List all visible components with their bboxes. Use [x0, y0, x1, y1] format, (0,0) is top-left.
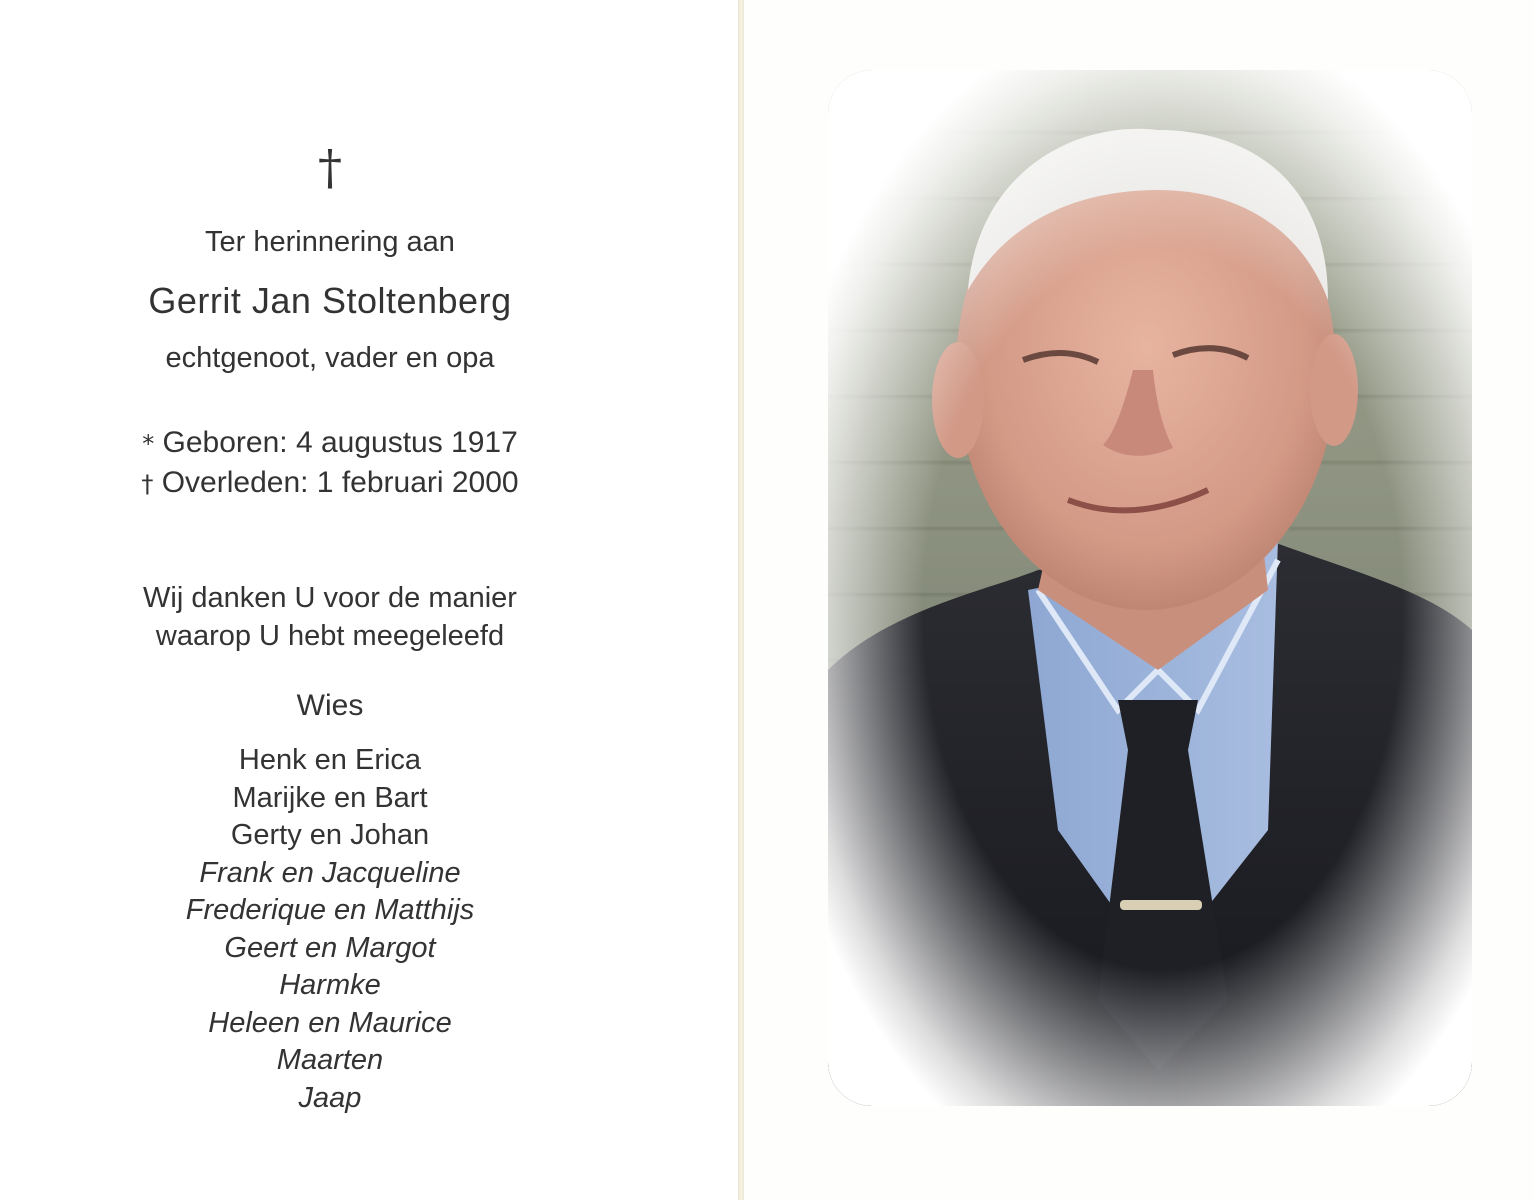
list-item: Henk en Erica	[238, 744, 422, 776]
portrait-photo-icon	[828, 70, 1472, 1106]
list-item: Frederique en Matthijs	[185, 894, 475, 926]
list-item: Geert en Margot	[224, 931, 436, 964]
thanks-line-1: Wij danken U voor de manier	[143, 582, 517, 614]
asterisk-icon: *	[142, 430, 155, 458]
dagger-icon: †	[141, 470, 154, 498]
memorial-card-text-panel	[0, 0, 740, 1200]
list-item: Harmke	[279, 969, 381, 1001]
family-list	[0, 742, 660, 1117]
cross-icon: †	[318, 140, 342, 196]
birth-date-line	[0, 426, 660, 460]
role-text: echtgenoot, vader en opa	[165, 342, 495, 374]
thanks-line-2: waarop U hebt meegeleefd	[155, 620, 505, 652]
birth-date: Geboren: 4 augustus 1917	[162, 426, 518, 459]
death-date-line	[0, 466, 660, 500]
death-date: Overleden: 1 februari 2000	[161, 466, 519, 499]
deceased-name: Gerrit Jan Stoltenberg	[148, 280, 512, 321]
photo-vignette	[828, 70, 1472, 1106]
list-item: Heleen en Maurice	[208, 1006, 452, 1039]
list-item: Jaap	[298, 1081, 362, 1114]
list-item: Frank en Jacqueline	[199, 856, 461, 889]
list-item: Gerty en Johan	[230, 819, 430, 851]
intro-text: Ter herinnering aan	[205, 226, 455, 258]
list-item: Marijke en Bart	[232, 781, 428, 814]
list-item: Maarten	[276, 1044, 384, 1076]
spouse-name: Wies	[296, 689, 364, 722]
